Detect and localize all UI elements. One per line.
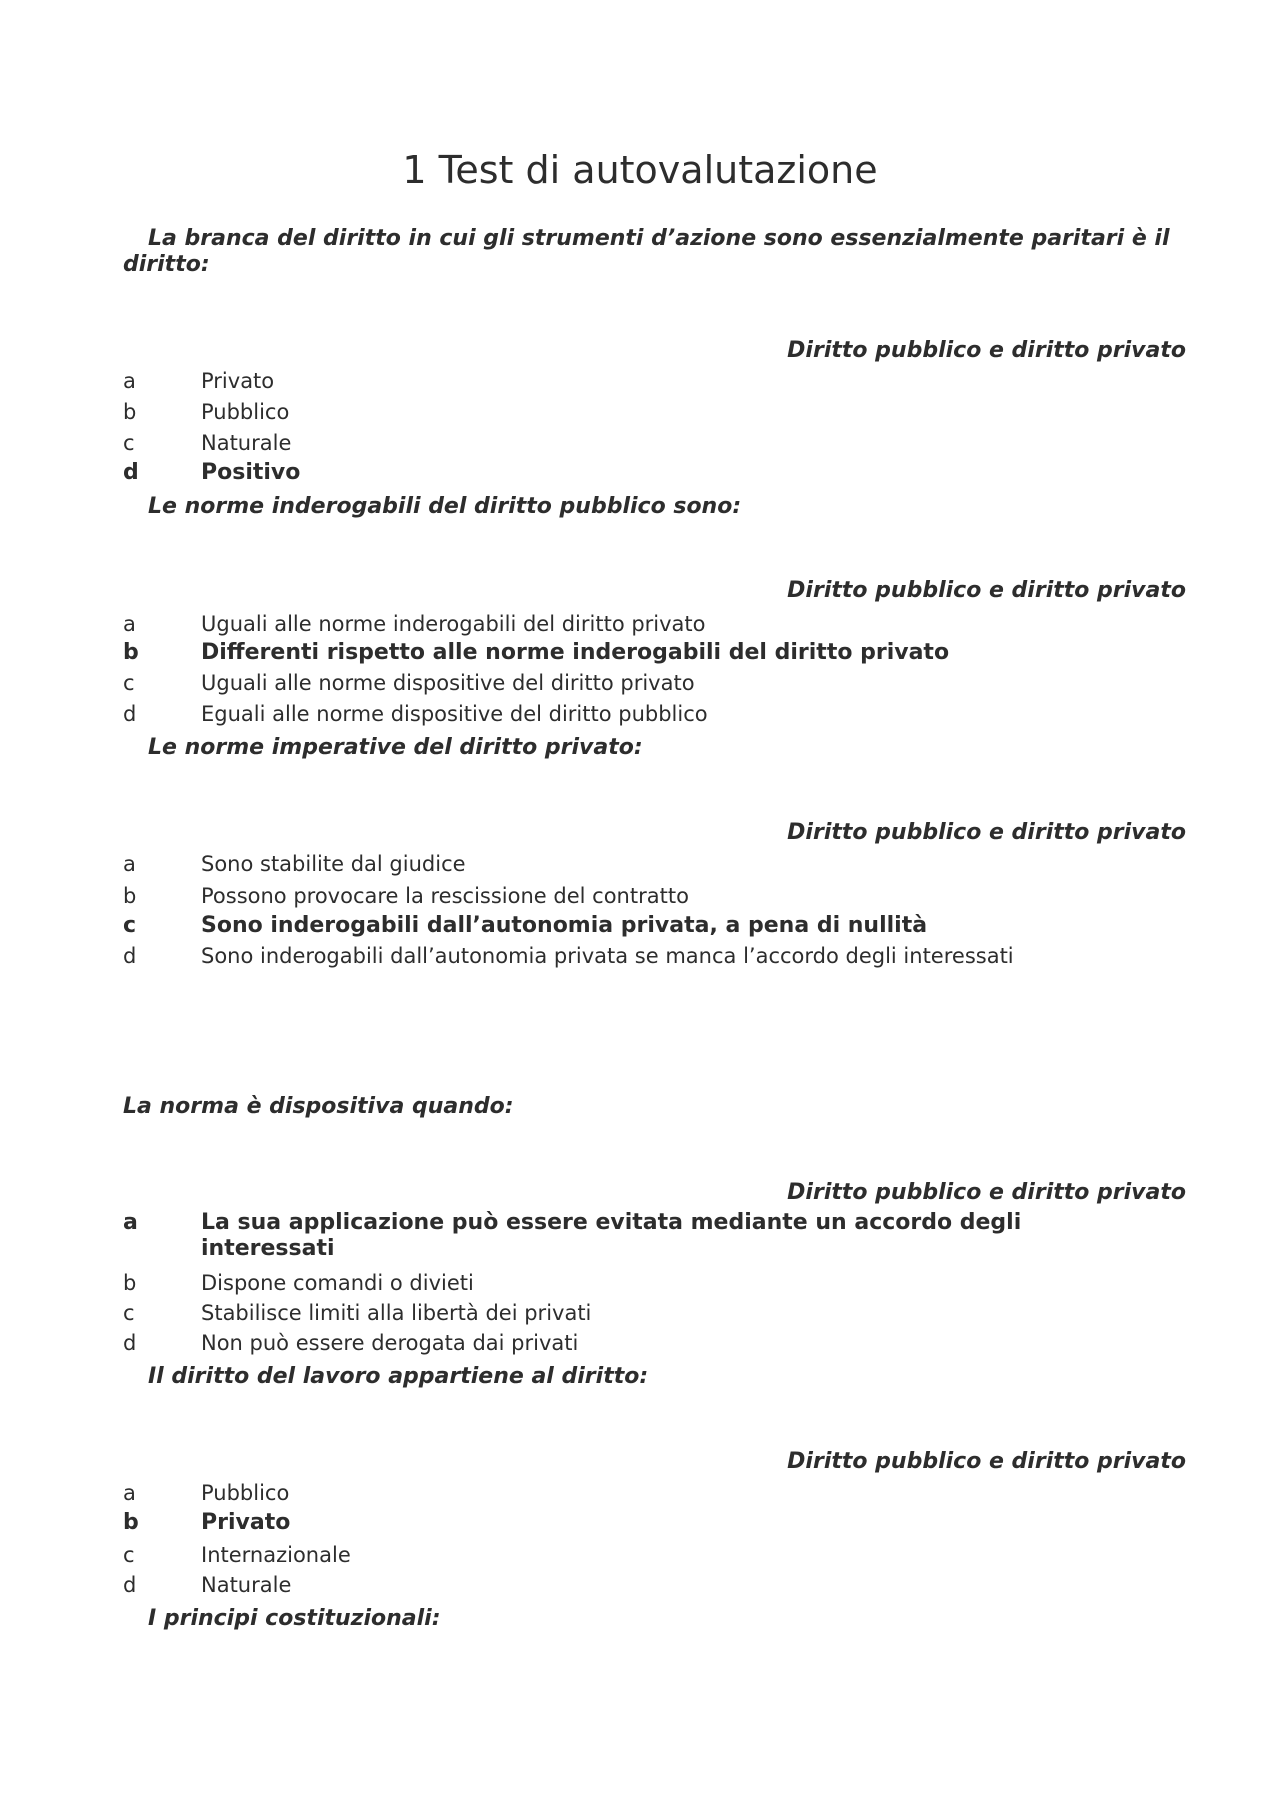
option-text: Uguali alle norme inderogabili del diritto privato bbox=[201, 612, 706, 636]
option-letter: d bbox=[123, 702, 137, 726]
option-letter: c bbox=[123, 1301, 135, 1325]
option-text: Non può essere derogata dai privati bbox=[201, 1331, 579, 1355]
option-letter: d bbox=[123, 1331, 137, 1355]
option-letter: c bbox=[123, 1543, 135, 1567]
page-title: 1 Test di autovalutazione bbox=[402, 148, 878, 192]
option-text: La sua applicazione può essere evitata mediante un accordo degli interessati bbox=[201, 1210, 1022, 1261]
option-text: Stabilisce limiti alla libertà dei privati bbox=[201, 1301, 592, 1325]
option-letter: b bbox=[123, 1510, 139, 1535]
question-text: Il diritto del lavoro appartiene al diritto: bbox=[148, 1364, 649, 1389]
option-text: Differenti rispetto alle norme inderogabili del diritto privato bbox=[201, 640, 950, 665]
option-text: Sono inderogabili dall’autonomia privata, a pena di nullità bbox=[201, 913, 928, 938]
option-letter: a bbox=[123, 612, 136, 636]
category-label: Diritto pubblico e diritto privato bbox=[787, 1449, 1186, 1474]
option-text: Sono inderogabili dall’autonomia privata se manca l’accordo degli interessati bbox=[201, 944, 1014, 968]
option-text: Pubblico bbox=[201, 1481, 290, 1505]
option-text: Pubblico bbox=[201, 400, 290, 424]
option-text: Eguali alle norme dispositive del diritto pubblico bbox=[201, 702, 708, 726]
option-letter: c bbox=[123, 671, 135, 695]
option-letter: b bbox=[123, 400, 137, 424]
option-letter: a bbox=[123, 369, 136, 393]
option-letter: b bbox=[123, 1271, 137, 1295]
option-text: Internazionale bbox=[201, 1543, 351, 1567]
question-text: Le norme inderogabili del diritto pubblico sono: bbox=[148, 494, 742, 519]
option-text: Naturale bbox=[201, 431, 292, 455]
option-letter: a bbox=[123, 1210, 138, 1235]
question-text: La branca del diritto in cui gli strumenti d’azione sono essenzialmente paritari è il diritto: bbox=[123, 226, 1170, 277]
option-letter: d bbox=[123, 460, 139, 485]
option-text: Naturale bbox=[201, 1573, 292, 1597]
option-letter: d bbox=[123, 1573, 137, 1597]
option-letter: b bbox=[123, 884, 137, 908]
option-letter: d bbox=[123, 944, 137, 968]
option-letter: a bbox=[123, 1481, 136, 1505]
category-label: Diritto pubblico e diritto privato bbox=[787, 338, 1186, 363]
category-label: Diritto pubblico e diritto privato bbox=[787, 578, 1186, 603]
option-text: Privato bbox=[201, 369, 275, 393]
option-letter: c bbox=[123, 913, 137, 938]
option-text: Sono stabilite dal giudice bbox=[201, 852, 466, 876]
option-letter: b bbox=[123, 640, 139, 665]
option-text: Possono provocare la rescissione del contratto bbox=[201, 884, 689, 908]
category-label: Diritto pubblico e diritto privato bbox=[787, 1180, 1186, 1205]
option-text: Positivo bbox=[201, 460, 301, 485]
option-letter: a bbox=[123, 852, 136, 876]
option-text: Uguali alle norme dispositive del diritto privato bbox=[201, 671, 695, 695]
option-text: Privato bbox=[201, 1510, 291, 1535]
question-text: La norma è dispositiva quando: bbox=[123, 1094, 514, 1119]
question-text: Le norme imperative del diritto privato: bbox=[148, 735, 643, 760]
category-label: Diritto pubblico e diritto privato bbox=[787, 820, 1186, 845]
option-text: Dispone comandi o divieti bbox=[201, 1271, 474, 1295]
question-text: I principi costituzionali: bbox=[148, 1606, 441, 1631]
option-letter: c bbox=[123, 431, 135, 455]
